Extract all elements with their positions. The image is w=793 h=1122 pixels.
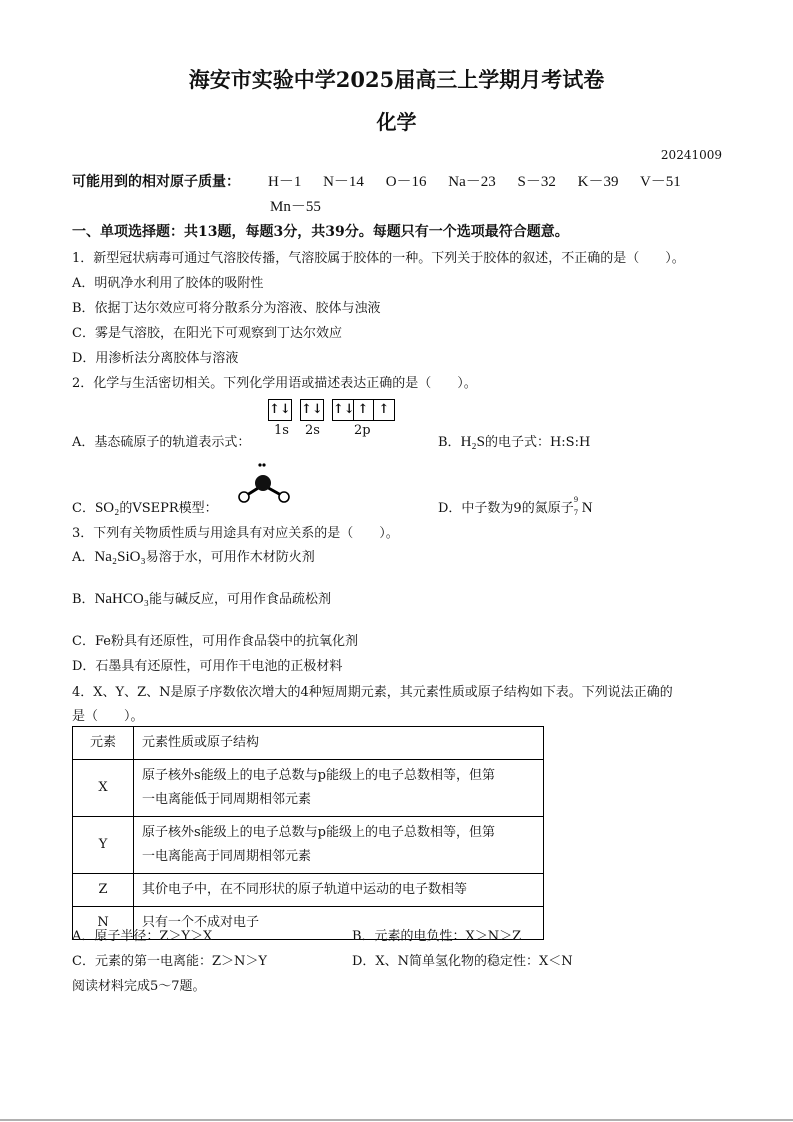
- q3-a-suffix: 易溶于水，可用作木材防火剂: [145, 550, 315, 565]
- q3-option-d: D．石墨具有还原性，可用作干电池的正极材料: [72, 659, 343, 674]
- q3-b-prefix: B．: [72, 592, 95, 607]
- section-heading: 一、单项选择题：共13题，每题3分，共39分。每题只有一个选项最符合题意。: [72, 224, 569, 240]
- mass-na: Na－23: [448, 174, 496, 190]
- q4-option-b: B．元素的电负性：X＞N＞Z: [352, 929, 522, 944]
- exam-date: 20241009: [660, 148, 722, 162]
- vsepr-atom-left: [239, 492, 249, 502]
- table-header-cell: 元素: [73, 727, 134, 760]
- table-row: [73, 760, 544, 817]
- q4-option-a: A．原子半径：Z＞Y＞X: [72, 929, 213, 944]
- atomic-mass-list: [268, 170, 699, 191]
- table-cell-element: N: [73, 907, 134, 940]
- orbital-label-1s: 1s: [274, 423, 289, 438]
- desc-line: 一电离能低于同周期相邻元素: [142, 792, 312, 807]
- q2-option-b: [438, 431, 590, 451]
- table-cell-element: Y: [73, 817, 134, 874]
- q4-stem-line2: 是（ ）。: [72, 709, 144, 724]
- vsepr-atom-right: [279, 492, 289, 502]
- table-cell-element: Z: [73, 874, 134, 907]
- nuclide-symbol: N: [581, 500, 593, 516]
- orbital-box-2s: ↑↓: [300, 399, 324, 421]
- table-cell-desc: 其价电子中，在不同形状的原子轨道中运动的电子数相等: [134, 874, 544, 907]
- q3-a-formula: Na₂SiO₃: [94, 549, 146, 565]
- q1-option-b: B．依据丁达尔效应可将分散系分为溶液、胶体与浊液: [72, 301, 381, 316]
- subject-title: 化学: [376, 110, 417, 134]
- element-table: [72, 726, 544, 940]
- table-row: [73, 817, 544, 874]
- q3-stem: 3．下列有关物质性质与用途具有对应关系的是（ ）。: [72, 526, 399, 541]
- table-header-row: [73, 727, 544, 760]
- mass-v: V－51: [639, 174, 681, 190]
- mass-n: N－14: [323, 174, 364, 190]
- q2-b-prefix: B．: [438, 435, 461, 450]
- orbital-diagram: [268, 399, 400, 441]
- page-bottom-rule: [0, 1119, 793, 1121]
- q2-c-formula: SO₂: [94, 500, 120, 516]
- q2-stem: 2．化学与生活密切相关。下列化学用语或描述表达正确的是（ ）。: [72, 376, 477, 391]
- table-cell-element: X: [73, 760, 134, 817]
- orbital-box-1s: ↑↓: [268, 399, 292, 421]
- reading-note: 阅读材料完成5～7题。: [72, 979, 206, 994]
- q2-option-c: [72, 497, 218, 517]
- q4-option-c: C．元素的第一电离能：Z＞N＞Y: [72, 954, 267, 969]
- q1-option-c: C．雾是气溶胶，在阳光下可观察到丁达尔效应: [72, 326, 342, 341]
- q2-option-d: [438, 497, 593, 517]
- mass-mn: Mn－55: [270, 199, 321, 215]
- q3-b-suffix: 能与碱反应，可用作食品疏松剂: [148, 592, 331, 607]
- mass-o: O－16: [385, 174, 427, 190]
- q1-stem: 1．新型冠状病毒可通过气溶胶传播，气溶胶属于胶体的一种。下列关于胶体的叙述，不正确的是（ ）。: [72, 251, 685, 266]
- q3-b-formula: NaHCO₃: [94, 591, 149, 607]
- q2-c-suffix: 的VSEPR模型：: [119, 501, 218, 516]
- table-cell-desc: 只有一个不成对电子: [134, 907, 544, 940]
- q2-b-formula: H₂S: [460, 434, 485, 450]
- nuclide-notation: [573, 495, 582, 517]
- q2-d-text: D．中子数为9的氮原子: [438, 501, 574, 516]
- lone-pair-dot: [258, 463, 261, 466]
- orbital-label-2s: 2s: [305, 423, 320, 438]
- mass-s: S－32: [517, 174, 556, 190]
- desc-line: 原子核外s能级上的电子总数与p能级上的电子总数相等，但第: [142, 768, 495, 783]
- q2-c-prefix: C．: [72, 501, 95, 516]
- q2-option-a: A．基态硫原子的轨道表示式：: [72, 435, 251, 450]
- mass-k: K－39: [577, 174, 619, 190]
- q4-option-d: D．X、N简单氢化物的稳定性：X＜N: [352, 954, 573, 969]
- q3-option-c: C．Fe粉具有还原性，可用作食品袋中的抗氧化剂: [72, 634, 358, 649]
- mass-h: H－1: [268, 174, 302, 190]
- nuclide-atomic-number: 7: [573, 508, 579, 517]
- q2-b-suffix: 的电子式：H:S:H: [484, 435, 591, 450]
- table-cell-desc: [134, 760, 544, 817]
- orbital-box-2p-2: ↑: [353, 399, 374, 421]
- table-header-cell: 元素性质或原子结构: [134, 727, 544, 760]
- table-cell-desc: [134, 817, 544, 874]
- orbital-label-2p: 2p: [354, 423, 371, 438]
- exam-title: 海安市实验中学2025届高三上学期月考试卷: [188, 67, 605, 92]
- nuclide-mass-number: 9: [573, 495, 579, 504]
- desc-line: 一电离能高于同周期相邻元素: [142, 849, 312, 864]
- q3-option-b: [72, 588, 331, 608]
- q3-option-a: [72, 546, 315, 566]
- atomic-mass-label: 可能用到的相对原子质量：: [72, 174, 240, 190]
- desc-line: 原子核外s能级上的电子总数与p能级上的电子总数相等，但第: [142, 825, 495, 840]
- orbital-box-2p-3: ↑: [374, 399, 395, 421]
- q3-a-prefix: A．: [72, 550, 95, 565]
- vsepr-central-atom: [255, 475, 271, 491]
- vsepr-model-image: [234, 458, 296, 506]
- q1-option-d: D．用渗析法分离胶体与溶液: [72, 351, 239, 366]
- orbital-box-2p-1: ↑↓: [332, 399, 354, 421]
- q1-option-a: A．明矾净水利用了胶体的吸附性: [72, 276, 264, 291]
- lone-pair-dot: [262, 463, 265, 466]
- table-row: [73, 874, 544, 907]
- q4-stem-line1: 4．X、Y、Z、N是原子序数依次增大的4种短周期元素，其元素性质或原子结构如下表。下列说法正确的: [72, 685, 673, 700]
